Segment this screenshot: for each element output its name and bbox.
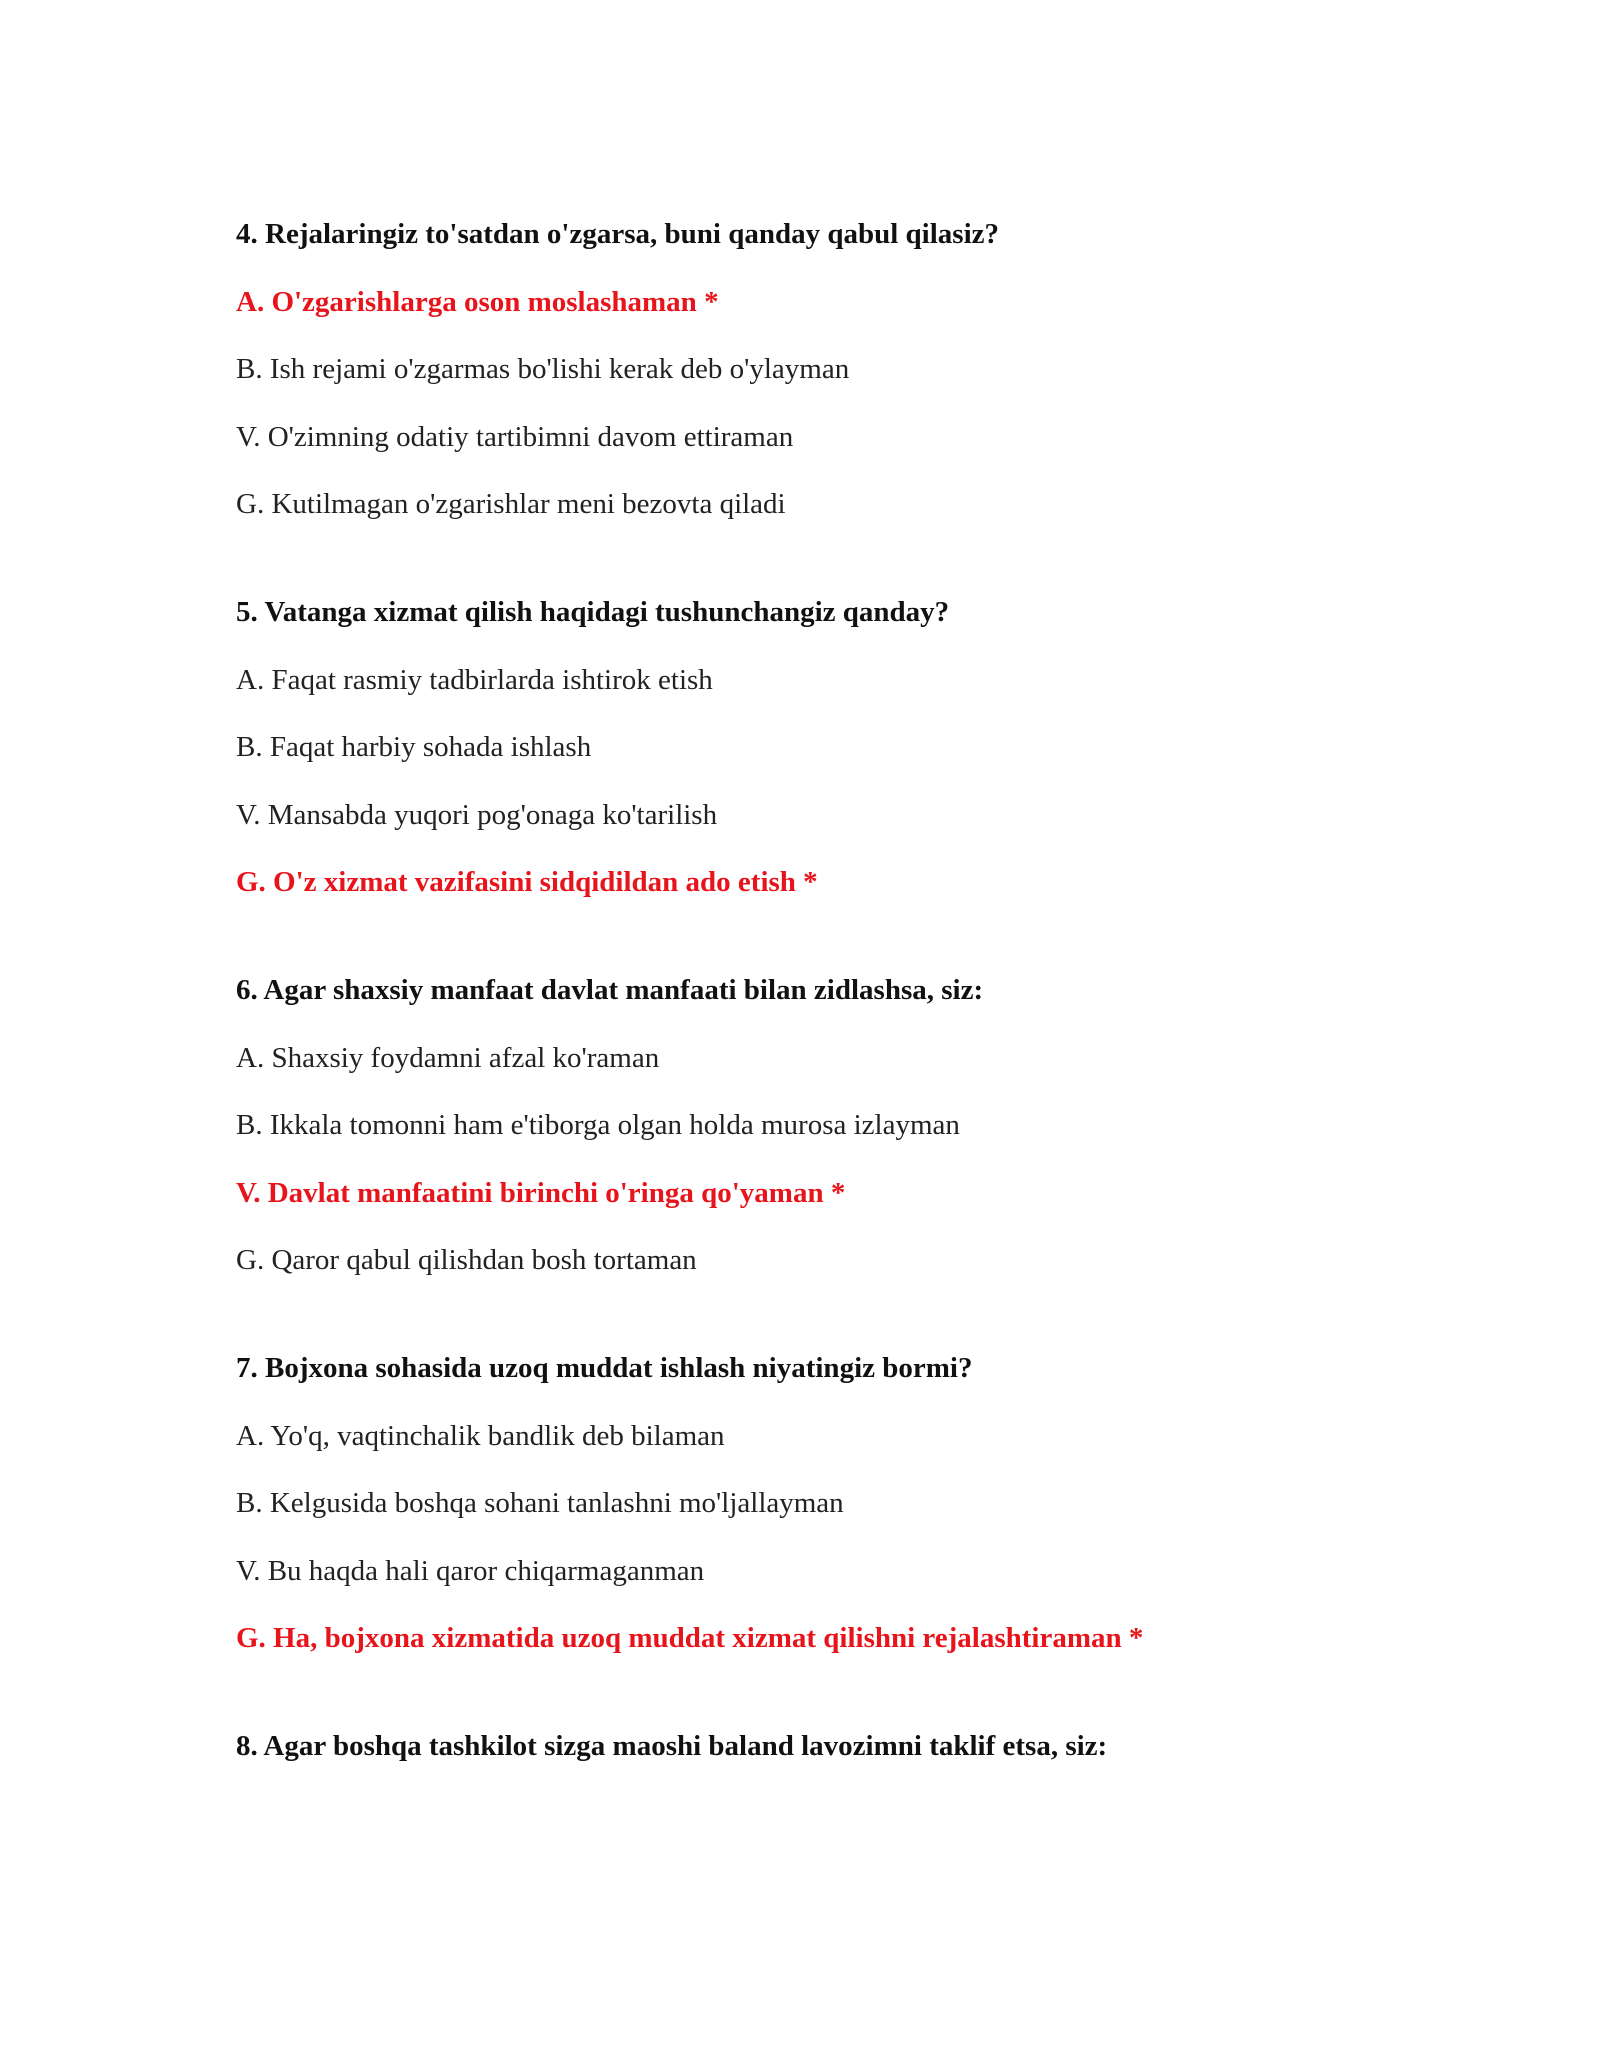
answer-option: B. Ikkala tomonni ham e'tiborga olgan holda murosa izlayman xyxy=(236,1109,960,1141)
question-text: 8. Agar boshqa tashkilot sizga maoshi baland lavozimni taklif etsa, siz: xyxy=(236,1730,1108,1762)
question-block xyxy=(236,214,1416,524)
question-block xyxy=(236,970,1416,1280)
question-text: 6. Agar shaxsiy manfaat davlat manfaati bilan zidlashsa, siz: xyxy=(236,974,984,1006)
answer-option: G. Qaror qabul qilishdan bosh tortaman xyxy=(236,1244,697,1276)
answer-option: B. Kelgusida boshqa sohani tanlashni mo'ljallayman xyxy=(236,1487,844,1519)
answer-option: B. Faqat harbiy sohada ishlash xyxy=(236,731,592,763)
answer-option-correct: G. Ha, bojxona xizmatida uzoq muddat xizmat qilishni rejalashtiraman * xyxy=(236,1622,1144,1654)
answer-option: V. Bu haqda hali qaror chiqarmaganman xyxy=(236,1554,705,1587)
answer-option: B. Ish rejami o'zgarmas bo'lishi kerak deb o'ylayman xyxy=(236,353,850,385)
answer-option: A. Shaxsiy foydamni afzal ko'raman xyxy=(236,1041,660,1074)
question-text: 7. Bojxona sohasida uzoq muddat ishlash niyatingiz bormi? xyxy=(236,1352,973,1384)
question-text: 5. Vatanga xizmat qilish haqidagi tushunchangiz qanday? xyxy=(236,596,950,628)
question-text: 4. Rejalaringiz to'satdan o'zgarsa, buni qanday qabul qilasiz? xyxy=(236,218,999,250)
question-block xyxy=(236,592,1416,902)
answer-option: G. Kutilmagan o'zgarishlar meni bezovta qiladi xyxy=(236,488,786,520)
answer-option: A. Yo'q, vaqtinchalik bandlik deb bilaman xyxy=(236,1419,725,1452)
answer-option: V. O'zimning odatiy tartibimni davom ettiraman xyxy=(236,420,794,453)
question-list xyxy=(236,214,1416,1834)
answer-option-correct: G. O'z xizmat vazifasini sidqidildan ado etish * xyxy=(236,866,818,898)
answer-option-correct: V. Davlat manfaatini birinchi o'ringa qo'yaman * xyxy=(236,1176,846,1209)
answer-option-correct: A. O'zgarishlarga oson moslashaman * xyxy=(236,285,719,318)
answer-option: A. Faqat rasmiy tadbirlarda ishtirok etish xyxy=(236,663,713,696)
question-block xyxy=(236,1726,1416,1766)
question-block xyxy=(236,1348,1416,1658)
answer-option: V. Mansabda yuqori pog'onaga ko'tarilish xyxy=(236,798,718,831)
